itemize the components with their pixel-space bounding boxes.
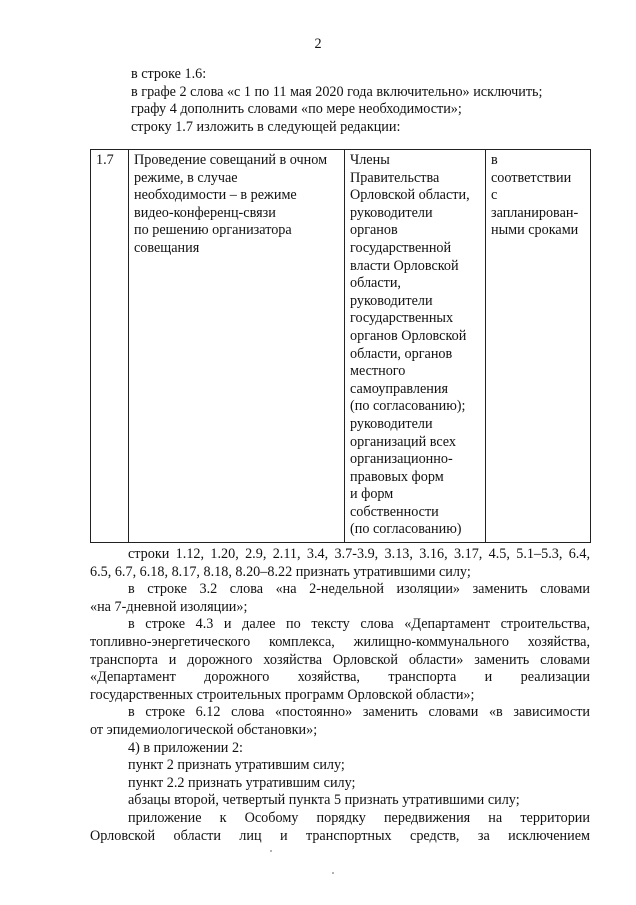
participants-line: самоуправления [350,380,448,397]
participants-line: власти Орловской [350,257,459,274]
paragraph-line: «Департамент дорожного хозяйства, транспорта и реализации [90,669,590,686]
event-line: необходимости – в режиме [134,187,297,204]
intro-line: строку 1.7 изложить в следующей редакции: [131,118,401,135]
participants-line: государственной [350,239,452,256]
paragraph-line: 6.5, 6.7, 6.18, 8.17, 8.18, 8.20–8.22 признать утратившими силу; [90,563,471,580]
participants-line: и форм [350,486,394,503]
event-cell [129,150,345,543]
amendment-table [90,149,591,543]
timing-cell [486,150,591,543]
timing-line: запланирован- [491,204,579,221]
participants-line: (по согласованию) [350,521,462,538]
paragraph-line: в строке 4.3 и далее по тексту слова «Департамент строительства, [128,616,590,633]
paragraph-line: транспорта и дорожного хозяйства Орловской области» заменить словами [90,651,590,668]
participants-line: организационно- [350,451,453,468]
paragraph-line: «на 7-дневной изоляции»; [90,598,248,615]
participants-line: Орловской области, [350,187,470,204]
paragraph-line: Орловской области лиц и транспортных средств, за исключением [90,827,590,844]
page-number: 2 [314,36,322,52]
amendment-text [90,546,590,845]
participants-line: органов [350,222,398,239]
table-row [91,150,591,543]
paragraph-line: государственных строительных программ Орловской области»; [90,686,475,703]
participants-line: области, [350,275,401,292]
participants-line: государственных [350,310,454,327]
timing-line: с [491,187,498,204]
participants-line: организаций всех [350,433,457,450]
paragraph-line: в строке 6.12 слова «постоянно» заменить словами «в зависимости [128,704,590,721]
scan-speck [332,872,334,874]
participants-line: (по согласованию); [350,398,466,415]
participants-cell [345,150,486,543]
participants-line: руководители [350,292,433,309]
participants-line: Члены [350,152,390,168]
participants-line: собственности [350,503,439,520]
intro-line: графу 4 дополнить словами «по мере необходимости»; [131,101,462,118]
timing-line: ными сроками [491,222,579,239]
row-number: 1.7 [96,152,114,168]
paragraph-line: абзацы второй, четвертый пункта 5 признать утратившими силу; [128,792,520,809]
paragraph-line: топливно-энергетического комплекса, жилищно-коммунального хозяйства, [90,633,590,650]
paragraph-line: в строке 3.2 слова «на 2-недельной изоляции» заменить словами [128,581,590,598]
event-line: Проведение совещаний в очном [134,152,328,168]
intro-block [131,66,591,136]
participants-line: Правительства [350,169,440,186]
event-line: видео-конференц-связи [134,204,276,221]
intro-line: в графе 2 слова «с 1 по 11 мая 2020 года включительно» исключить; [131,83,543,100]
paragraph-line: пункт 2.2 признать утратившим силу; [128,774,356,791]
paragraph-line: приложение к Особому порядку передвижения на территории [128,809,590,826]
participants-line: области, органов [350,345,453,362]
timing-line: в [491,152,498,168]
paragraph-line: строки 1.12, 1.20, 2.9, 2.11, 3.4, 3.7-3.9, 3.13, 3.16, 3.17, 4.5, 5.1–5.3, 6.4, [128,546,590,562]
paragraph-line: пункт 2 признать утратившим силу; [128,757,345,774]
event-line: совещания [134,239,200,256]
participants-line: руководители [350,415,433,432]
event-line: режиме, в случае [134,169,238,186]
paragraph-line: 4) в приложении 2: [128,739,243,756]
intro-line: в строке 1.6: [131,66,207,82]
timing-line: соответствии [491,169,572,186]
event-line: по решению организатора [134,222,292,239]
paragraph-line: от эпидемиологической обстановки»; [90,721,318,738]
row-number-cell [91,150,129,543]
participants-line: руководители [350,204,433,221]
scan-speck [270,850,272,852]
participants-line: органов Орловской [350,327,467,344]
participants-line: правовых форм [350,468,444,485]
participants-line: местного [350,363,406,380]
